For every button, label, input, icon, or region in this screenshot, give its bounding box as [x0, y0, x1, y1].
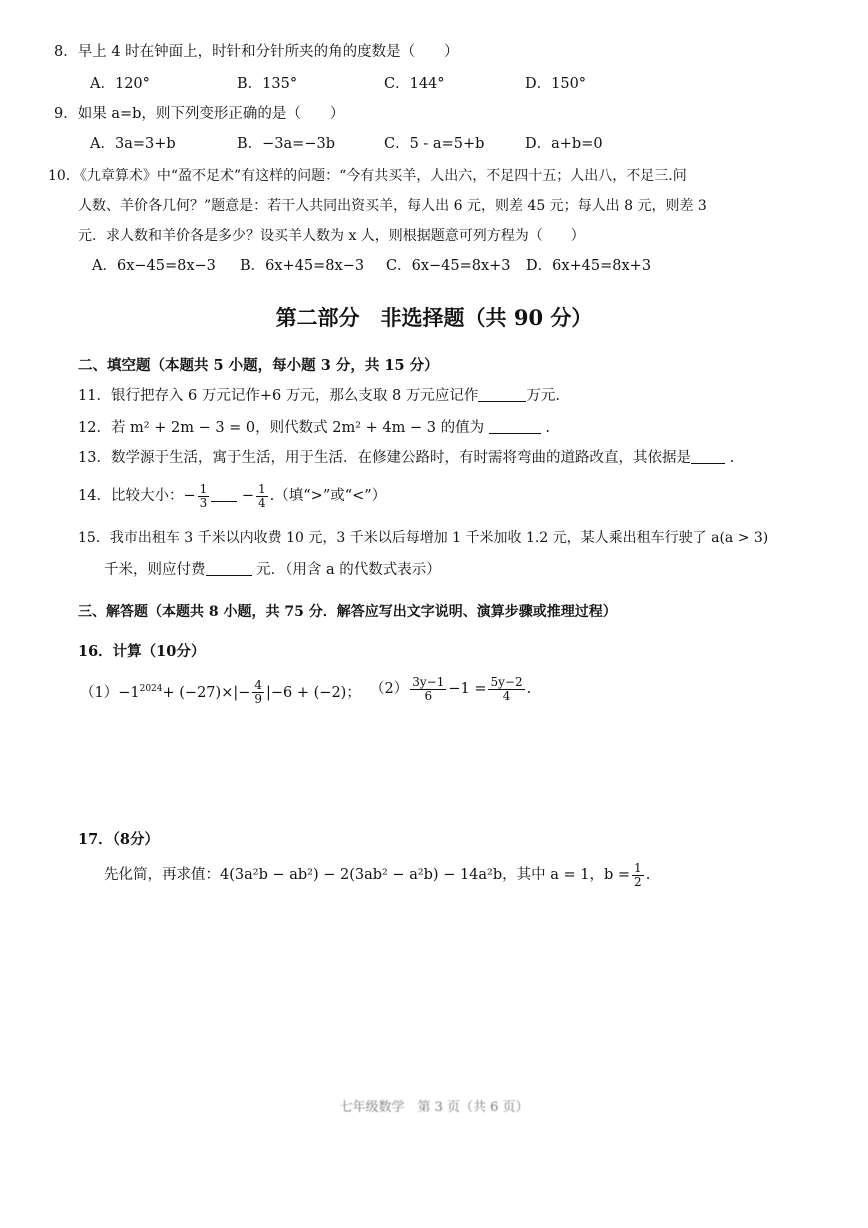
question-15-line-2: [104, 560, 441, 580]
q15-text-before: 千米，则应付费: [104, 562, 206, 578]
q16-p1-prefix: （1）−1: [80, 684, 140, 701]
q13-text-after: .: [729, 450, 735, 466]
question-16-part-2: [370, 670, 531, 708]
q8-option-a: A．120°: [90, 76, 150, 92]
q12-text-before: 12．若 m² + 2m − 3 = 0，则代数式 2m² + 4m − 3 的值为: [78, 420, 485, 436]
question-8-stem: 8．早上 4 时在钟面上，时针和分针所夹的角的度数是（ ）: [54, 44, 459, 60]
q14-fraction-1: [198, 483, 210, 510]
q16-p1-mid: + (−27)×|−: [162, 684, 251, 701]
q8-option-b: B．135°: [237, 76, 298, 92]
q13-answer-blank: [691, 463, 725, 464]
q17-expression: 先化简，再求值：4(3a²b − ab²) − 2(3ab² − a²b) − 14a²b，其中 a = 1，b =: [104, 867, 631, 883]
q16-p2-prefix: （2）: [370, 681, 409, 697]
question-16-part-1: [80, 670, 361, 712]
page-footer: 七年级数学 第 3 页（共 6 页）: [339, 1100, 529, 1115]
question-14: [78, 478, 386, 514]
q10-option-b: B．6x+45=8x−3: [240, 258, 365, 274]
question-10-line-3: 元．求人数和羊价各是多少？设买羊人数为 x 人，则根据题意可列方程为（ ）: [78, 228, 585, 244]
q16-p2-mid: −1 =: [448, 681, 487, 697]
q16-p2-fraction-1: [410, 676, 446, 703]
q11-answer-blank: [478, 401, 526, 402]
q14-frac2-numerator: 1: [258, 481, 266, 496]
section-two-heading: 二、填空题（本题共 5 小题，每小题 3 分，共 15 分）: [78, 357, 439, 374]
q12-text-after: .: [545, 420, 550, 436]
q15-answer-blank: [206, 575, 252, 576]
q16-p2-fraction-2: [488, 676, 524, 703]
q17-denominator: 2: [634, 874, 642, 889]
q11-text-after: 万元.: [526, 388, 560, 404]
question-10-line-2: 人数、羊价各几何？”题意是：若干人共同出资买羊，每人出 6 元，则差 45 元；每人出 8 元，则差 3: [78, 198, 707, 214]
q10-option-a: A．6x−45=8x−3: [92, 258, 216, 274]
q16-p2-suffix: .: [526, 681, 532, 697]
question-9-stem: 9．如果 a=b，则下列变形正确的是（ ）: [54, 106, 345, 122]
q13-text-before: 13．数学源于生活，寓于生活，用于生活．在修建公路时，有时需将弯曲的道路改直，其依据是: [78, 450, 691, 466]
question-17-body: [104, 856, 650, 894]
question-10-line-1: 10．《九章算术》中“盈不足术”有这样的问题：“今有共买羊，人出六，不足四十五；人出八，不足三.问: [48, 168, 687, 184]
q14-answer-blank: [211, 501, 237, 502]
question-15-line-1: 15．我市出租车 3 千米以内收费 10 元，3 千米以后每增加 1 千米加收 1.2 元，某人乘出租车行驶了 a(a > 3): [78, 530, 769, 546]
q14-prefix: 14．比较大小：−: [78, 488, 196, 504]
q17-fraction: [632, 862, 644, 889]
question-12: [78, 418, 550, 438]
q14-suffix: .（填“>”或“<”）: [269, 488, 387, 504]
q16-p1-exponent: 2024: [139, 684, 163, 694]
section-three-heading: 三、解答题（本题共 8 小题，共 75 分．解答应写出文字说明、演算步骤或推理过程）: [78, 604, 617, 620]
q17-numerator: 1: [634, 860, 642, 875]
q14-fraction-2: [256, 483, 268, 510]
q9-option-b: B．−3a=−3b: [237, 136, 335, 152]
q12-answer-blank: [489, 433, 541, 434]
q10-option-c: C．6x−45=8x+3: [386, 258, 511, 274]
q16-p1-numerator: 4: [254, 678, 263, 693]
question-11: [78, 386, 560, 406]
question-16-heading: 16．计算（10分）: [78, 643, 206, 660]
q14-frac1-denominator: 3: [199, 495, 208, 510]
q17-suffix: .: [645, 867, 651, 883]
q9-option-c: C．5 - a=5+b: [384, 136, 485, 152]
question-17-heading: 17．（8分）: [78, 831, 160, 848]
q16-p2-frac1-denominator: 6: [424, 688, 433, 703]
question-13: [78, 448, 734, 468]
q16-p1-suffix: |−6 + (−2)；: [266, 684, 361, 701]
q10-option-d: D．6x+45=8x+3: [526, 258, 652, 274]
q16-p1-fraction: [252, 679, 264, 706]
q14-mid: −: [241, 488, 255, 504]
q16-p2-frac2-numerator: 5y−2: [490, 674, 523, 689]
q11-text-before: 11．银行把存入 6 万元记作+6 万元，那么支取 8 万元应记作: [78, 388, 479, 404]
q8-option-c: C．144°: [384, 76, 445, 92]
part-two-title: 第二部分 非选择题（共 90 分）: [275, 305, 593, 330]
q9-option-d: D．a+b=0: [525, 136, 603, 152]
q9-option-a: A．3a=3+b: [90, 136, 176, 152]
q8-option-d: D．150°: [525, 76, 587, 92]
q16-p2-frac2-denominator: 4: [502, 688, 511, 703]
q16-p1-denominator: 9: [254, 692, 263, 707]
q15-text-after: 元．（用含 a 的代数式表示）: [256, 562, 441, 578]
q14-frac2-denominator: 4: [258, 495, 266, 510]
q14-frac1-numerator: 1: [199, 481, 208, 496]
q16-p2-frac1-numerator: 3y−1: [412, 674, 445, 689]
